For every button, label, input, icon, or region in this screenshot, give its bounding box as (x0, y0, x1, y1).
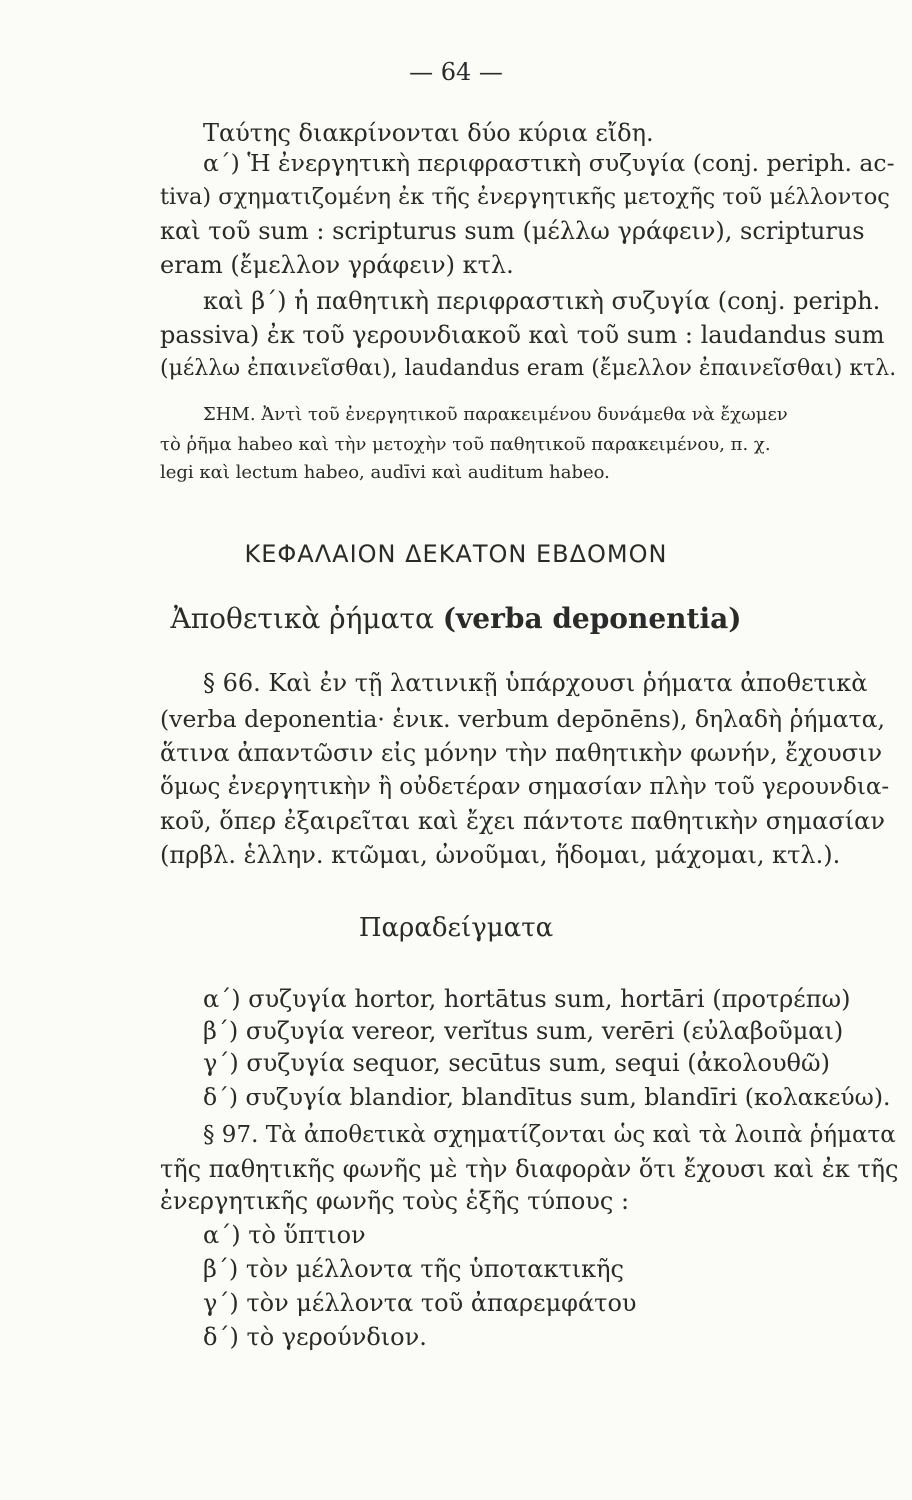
intro-line: Ταύτης διακρίνονται δύο κύρια εἴδη. (203, 119, 654, 147)
section-title-greek: Ἀποθετικὰ ῥήματα (170, 602, 434, 635)
section-title (0, 602, 912, 635)
intro-line: eram (ἔμελλον γράφειν) κτλ. (160, 251, 514, 279)
example-line: α΄) συζυγία hortor, hortātus sum, hortāri (προτρέπω) (203, 985, 851, 1013)
examples-heading: Παραδείγματα (358, 913, 554, 943)
para66-line: ὅμως ἐνεργητικὴν ἢ οὐδετέραν σημασίαν πλὴν τοῦ γερουνδια- (160, 774, 890, 800)
form-line: γ΄) τὸν μέλλοντα τοῦ ἀπαρεμφάτου (203, 1289, 637, 1317)
note-line: ΣΗΜ. Ἀντὶ τοῦ ἐνεργητικοῦ παρακειμένου δυνάμεθα νὰ ἔχωμεν (203, 404, 788, 425)
example-line: δ΄) συζυγία blandior, blandītus sum, blandīri (κολακεύω). (203, 1083, 891, 1111)
para97-line: τῆς παθητικῆς φωνῆς μὲ τὴν διαφορὰν ὅτι ἔχουσι καὶ ἐκ τῆς (160, 1155, 899, 1183)
form-line: α΄) τὸ ὕπτιον (203, 1221, 366, 1249)
form-line: β΄) τὸν μέλλοντα τῆς ὑποτακτικῆς (203, 1255, 624, 1283)
intro-line: α΄) Ἡ ἐνεργητικὴ περιφραστικὴ συζυγία (conj. periph. ac- (203, 149, 895, 177)
form-line: δ΄) τὸ γερούνδιον. (203, 1323, 427, 1351)
intro-line: (μέλλω ἐπαινεῖσθαι), laudandus eram (ἔμελλον ἐπαινεῖσθαι) κτλ. (160, 356, 897, 381)
para66-line: (πρβλ. ἑλλην. κτῶμαι, ὠνοῦμαι, ἥδομαι, μάχομαι, κτλ.). (160, 841, 841, 869)
intro-line: passiva) ἐκ τοῦ γερουνδιακοῦ καὶ τοῦ sum : laudandus sum (160, 321, 885, 349)
para66-line: κοῦ, ὅπερ ἐξαιρεῖται καὶ ἔχει πάντοτε παθητικὴν σημασίαν (160, 807, 885, 835)
intro-line: tiva) σχηματιζομένη ἐκ τῆς ἐνεργητικῆς μετοχῆς τοῦ μέλλοντος (160, 184, 890, 210)
note-line: τὸ ῥῆμα habeo καὶ τὴν μετοχὴν τοῦ παθητικοῦ παρακειμένου, π. χ. (160, 434, 771, 455)
para66-line: ἅτινα ἀπαντῶσιν εἰς μόνην τὴν παθητικὴν φωνήν, ἔχουσιν (160, 739, 883, 767)
note-line: legi καὶ lectum habeo, audīvi καὶ auditum habeo. (160, 462, 610, 483)
para97-line: ἐνεργητικῆς φωνῆς τοὺς ἑξῆς τύπους : (160, 1187, 630, 1215)
example-line: β΄) συζυγία vereor, verĭtus sum, verēri (εὐλαβοῦμαι) (203, 1017, 844, 1045)
chapter-heading: ΚΕΦΑΛΑΙΟΝ ΔΕΚΑΤΟΝ ΕΒΔΟΜΟΝ (244, 540, 668, 568)
para66-line: (verba deponentia· ἑνικ. verbum depōnēns), δηλαδὴ ῥήματα, (160, 705, 885, 733)
para97-line: § 97. Τὰ ἀποθετικὰ σχηματίζονται ὡς καὶ τὰ λοιπὰ ῥήματα (203, 1122, 896, 1148)
section-title-latin: (verba deponentia) (442, 602, 742, 635)
intro-line: καὶ β΄) ἡ παθητικὴ περιφραστικὴ συζυγία (conj. periph. (203, 287, 881, 315)
intro-line: καὶ τοῦ sum : scripturus sum (μέλλω γράφειν), scripturus (160, 217, 865, 245)
page-number: — 64 — (409, 58, 503, 86)
example-line: γ΄) συζυγία sequor, secūtus sum, sequi (ἀκολουθῶ) (203, 1049, 830, 1077)
para66-line: § 66. Καὶ ἐν τῇ λατινικῇ ὑπάρχουσι ῥήματα ἀποθετικὰ (203, 669, 868, 697)
